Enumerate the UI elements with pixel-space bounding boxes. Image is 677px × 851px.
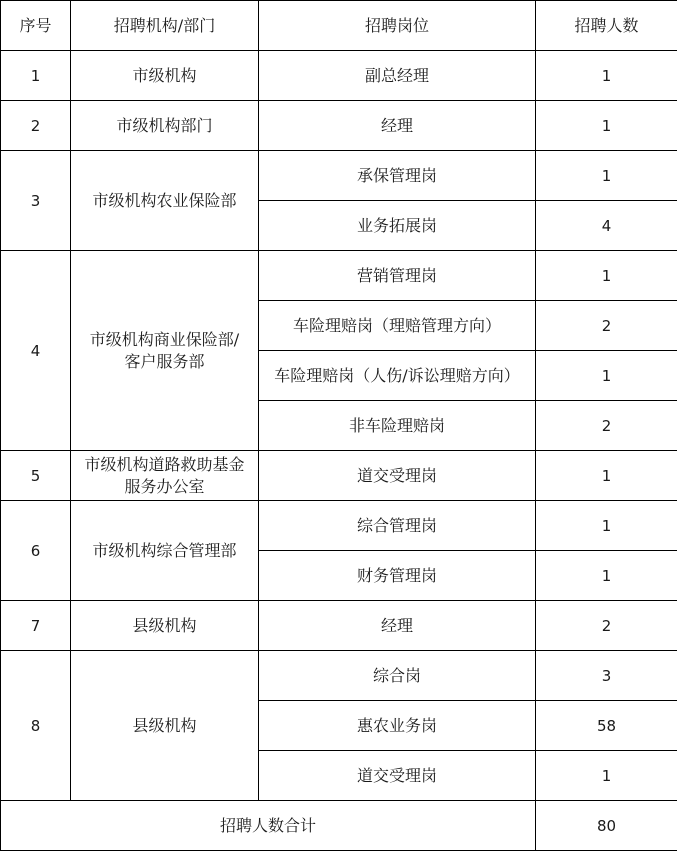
table-body (1, 1, 677, 851)
cell-index: 3 (1, 151, 71, 251)
cell-position: 综合岗 (259, 651, 536, 701)
total-row (1, 801, 677, 851)
cell-index: 2 (1, 101, 71, 151)
header-org: 招聘机构/部门 (71, 1, 259, 51)
cell-position: 副总经理 (259, 51, 536, 101)
cell-index: 4 (1, 251, 71, 451)
cell-position: 道交受理岗 (259, 451, 536, 501)
cell-count: 1 (536, 251, 677, 301)
cell-index: 8 (1, 651, 71, 801)
cell-index: 1 (1, 51, 71, 101)
cell-position: 道交受理岗 (259, 751, 536, 801)
cell-position: 营销管理岗 (259, 251, 536, 301)
cell-position: 惠农业务岗 (259, 701, 536, 751)
cell-count: 2 (536, 601, 677, 651)
cell-count: 1 (536, 751, 677, 801)
cell-org: 市级机构 (71, 51, 259, 101)
cell-count: 1 (536, 51, 677, 101)
cell-org: 市级机构农业保险部 (71, 151, 259, 251)
table-row (1, 151, 677, 201)
header-count: 招聘人数 (536, 1, 677, 51)
cell-org: 市级机构部门 (71, 101, 259, 151)
cell-index: 7 (1, 601, 71, 651)
table-row (1, 501, 677, 551)
cell-count: 1 (536, 101, 677, 151)
cell-position: 非车险理赔岗 (259, 401, 536, 451)
header-row (1, 1, 677, 51)
cell-org: 市级机构道路救助基金 服务办公室 (71, 451, 259, 501)
table-row (1, 601, 677, 651)
cell-org: 县级机构 (71, 601, 259, 651)
cell-count: 1 (536, 451, 677, 501)
cell-position: 经理 (259, 601, 536, 651)
cell-position: 财务管理岗 (259, 551, 536, 601)
cell-count: 58 (536, 701, 677, 751)
table-row (1, 51, 677, 101)
table-row (1, 251, 677, 301)
cell-position: 车险理赔岗（理赔管理方向） (259, 301, 536, 351)
cell-index: 5 (1, 451, 71, 501)
cell-count: 1 (536, 551, 677, 601)
header-index: 序号 (1, 1, 71, 51)
cell-index: 6 (1, 501, 71, 601)
cell-org: 市级机构综合管理部 (71, 501, 259, 601)
cell-org: 县级机构 (71, 651, 259, 801)
cell-position: 承保管理岗 (259, 151, 536, 201)
cell-count: 1 (536, 501, 677, 551)
table-row (1, 451, 677, 501)
table-row (1, 651, 677, 701)
cell-position: 车险理赔岗（人伤/诉讼理赔方向） (259, 351, 536, 401)
cell-count: 4 (536, 201, 677, 251)
cell-position: 经理 (259, 101, 536, 151)
cell-position: 综合管理岗 (259, 501, 536, 551)
cell-count: 2 (536, 301, 677, 351)
cell-org: 市级机构商业保险部/ 客户服务部 (71, 251, 259, 451)
total-count: 80 (536, 801, 677, 851)
header-position: 招聘岗位 (259, 1, 536, 51)
total-label: 招聘人数合计 (1, 801, 536, 851)
cell-position: 业务拓展岗 (259, 201, 536, 251)
cell-count: 1 (536, 351, 677, 401)
cell-count: 1 (536, 151, 677, 201)
cell-count: 3 (536, 651, 677, 701)
cell-count: 2 (536, 401, 677, 451)
table-row (1, 101, 677, 151)
